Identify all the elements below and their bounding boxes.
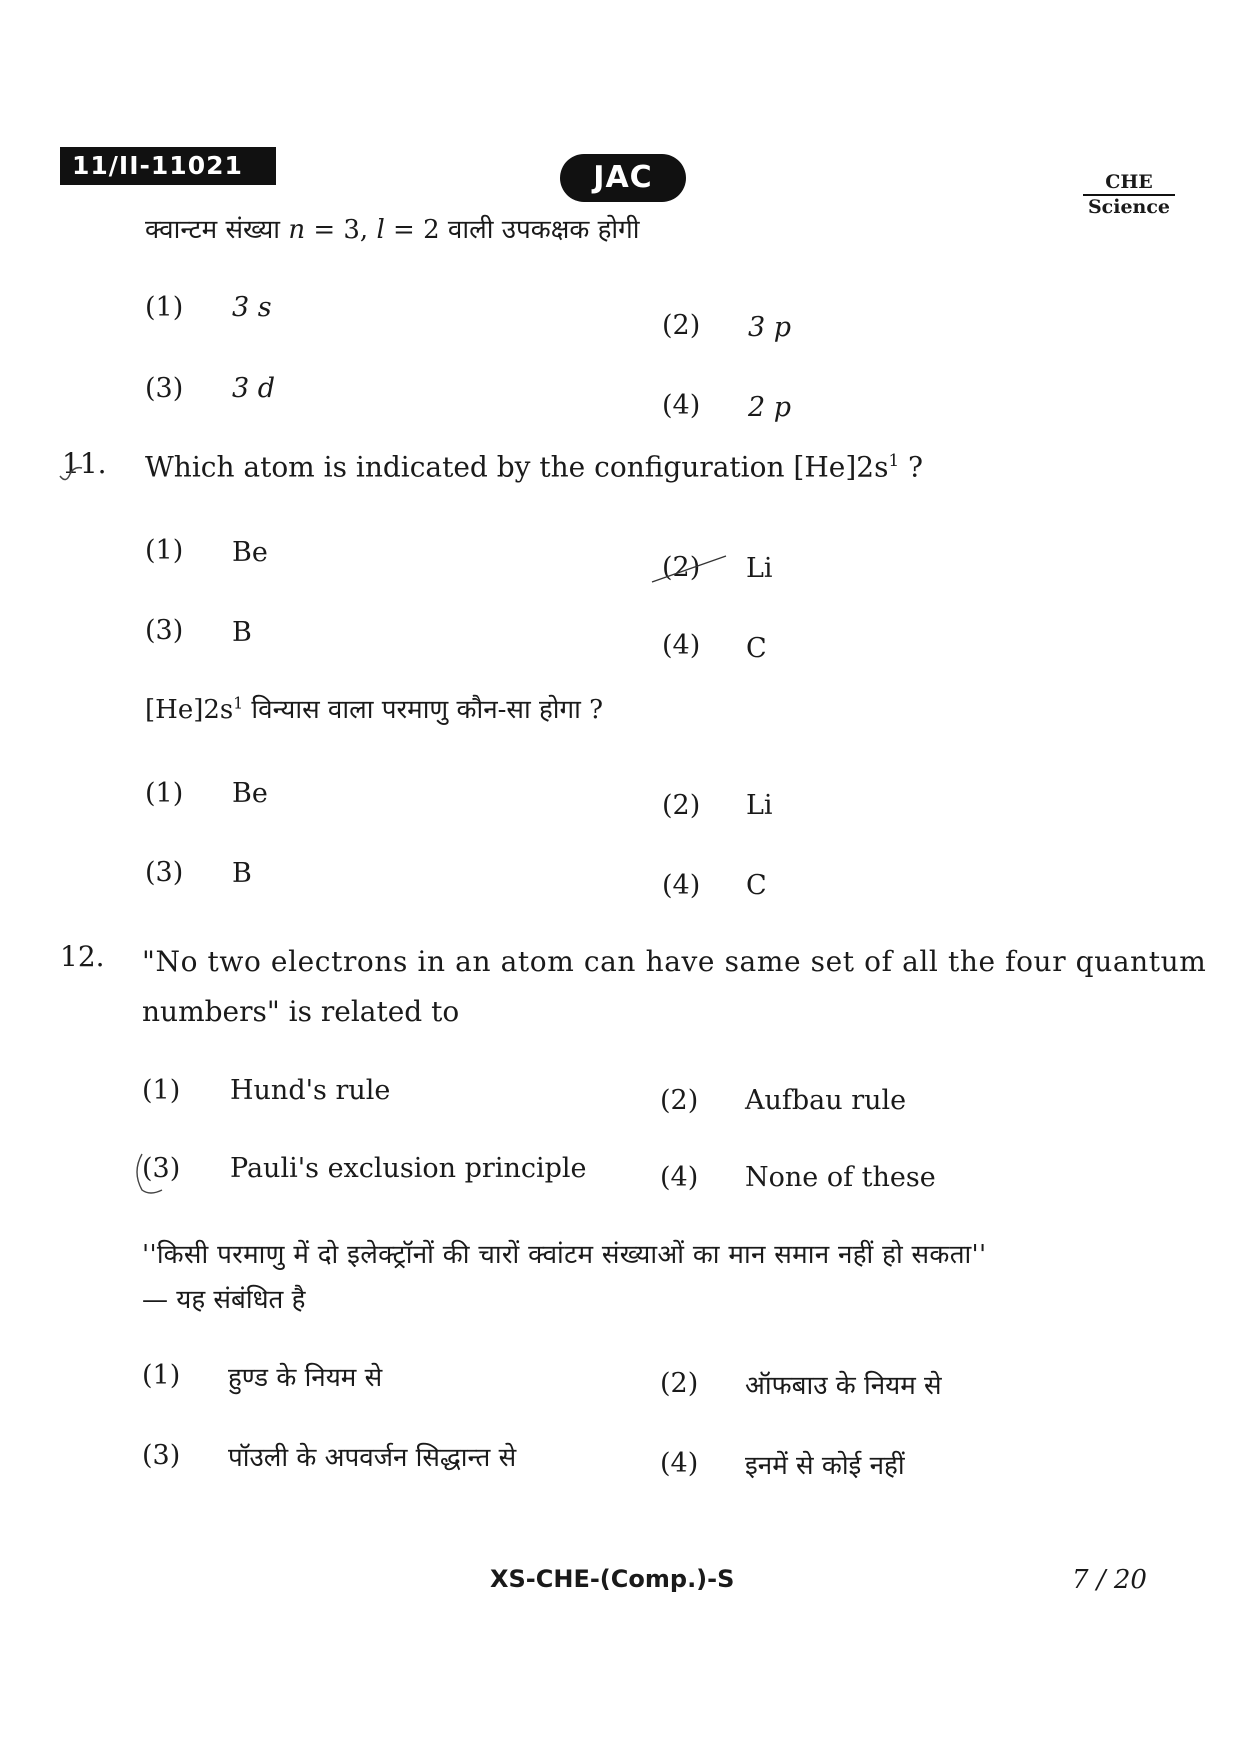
q10-option-3-num: (3) — [145, 373, 184, 404]
q11-option-3-text: B — [232, 617, 252, 648]
q11-hindi-option-1-num: (1) — [145, 778, 184, 809]
q12-hindi-option-2-num: (2) — [660, 1368, 699, 1399]
q11-option-1-text: Be — [232, 537, 268, 568]
q12-option-2-num: (2) — [660, 1085, 699, 1116]
subject-name: Science — [1087, 196, 1171, 218]
q10-option-4-num: (4) — [662, 390, 701, 421]
q10-stem-part: = 3, — [305, 215, 377, 245]
q12-hindi-option-4-text: इनमें से कोई नहीं — [745, 1451, 905, 1481]
q11-option-3-num: (3) — [145, 615, 184, 646]
q12-option-3-text: Pauli's exclusion principle — [230, 1153, 587, 1184]
q11-stem-text: Which atom is indicated by the configuration [He]2s — [145, 450, 889, 484]
q10-option-2-text: 3 p — [748, 312, 792, 343]
q12-hindi-option-3-text: पॉउली के अपवर्जन सिद्धान्त से — [228, 1443, 517, 1473]
q11-hindi-option-2-text: Li — [746, 790, 773, 821]
q12-number: 12. — [60, 940, 105, 973]
q10-l-symbol: l — [376, 215, 385, 245]
q11-hindi-option-1-text: Be — [232, 778, 268, 809]
q12-option-2-text: Aufbau rule — [745, 1085, 907, 1116]
q12-option-3-num: (3) — [142, 1153, 181, 1184]
q10-option-2-num: (2) — [662, 310, 701, 341]
q11-option-2-num: (2) — [662, 552, 701, 583]
q11-hindi-option-4-num: (4) — [662, 870, 701, 901]
q12-option-4-num: (4) — [660, 1162, 699, 1193]
q11-option-4-text: C — [746, 633, 767, 664]
q12-stem-line-2: numbers" is related to — [142, 995, 460, 1028]
q11-hindi-option-2-num: (2) — [662, 790, 701, 821]
q11-number: 11. — [62, 447, 107, 480]
tick-mark-icon — [128, 1150, 181, 1198]
q11-stem-end: ? — [899, 450, 924, 484]
page-number: 7 / 20 — [1072, 1565, 1147, 1595]
q11-hindi-option-3-text: B — [232, 858, 252, 889]
q12-hindi-line-2: — यह संबंधित है — [142, 1285, 306, 1315]
subject-code: CHE — [1083, 171, 1175, 196]
q12-hindi-option-1-text: हुण्ड के नियम से — [228, 1363, 383, 1393]
q11-hindi-stem-text: [He]2s — [145, 695, 234, 725]
q10-option-4-text: 2 p — [748, 392, 792, 423]
q12-hindi-option-4-num: (4) — [660, 1448, 699, 1479]
q11-hindi-option-4-text: C — [746, 870, 767, 901]
q10-n-symbol: n — [288, 215, 306, 245]
q10-hindi-stem — [145, 210, 640, 246]
q11-superscript: 1 — [888, 450, 900, 470]
q11-option-2-text: Li — [746, 553, 773, 584]
paper-code: 11/II-11021 — [60, 147, 276, 185]
q12-option-1-num: (1) — [142, 1075, 181, 1106]
q11-option-1-num: (1) — [145, 535, 184, 566]
jac-badge: JAC — [560, 154, 686, 202]
q11-hindi-superscript: 1 — [233, 694, 244, 713]
q11-hindi-option-3-num: (3) — [145, 857, 184, 888]
q10-stem-part: = 2 वाली उपकक्षक होगी — [384, 215, 640, 245]
footer-code: XS-CHE-(Comp.)-S — [490, 1565, 735, 1593]
pen-strike-icon — [650, 552, 730, 586]
q11-hindi-stem-end: विन्यास वाला परमाणु कौन-सा होगा ? — [243, 695, 604, 725]
q12-hindi-option-3-num: (3) — [142, 1440, 181, 1471]
tick-mark-icon — [58, 462, 86, 486]
q10-option-1-num: (1) — [145, 292, 184, 323]
q10-option-1-text: 3 s — [232, 292, 272, 323]
subject-block — [1083, 171, 1175, 218]
q12-hindi-option-2-text: ऑफबाउ के नियम से — [745, 1371, 942, 1401]
q11-hindi-stem — [145, 690, 603, 726]
q11-stem — [145, 450, 923, 483]
q12-hindi-line-1: ''किसी परमाणु में दो इलेक्ट्रॉनों की चारों क्वांटम संख्याओं का मान समान नहीं हो सकता'' — [142, 1240, 987, 1270]
q12-stem-line-1: "No two electrons in an atom can have same set of all the four quantum — [142, 945, 1207, 978]
q10-option-3-text: 3 d — [232, 373, 276, 404]
q12-option-4-text: None of these — [745, 1162, 936, 1193]
q12-option-1-text: Hund's rule — [230, 1075, 391, 1106]
q12-hindi-option-1-num: (1) — [142, 1360, 181, 1391]
q11-option-4-num: (4) — [662, 630, 701, 661]
q10-stem-part: क्वान्टम संख्या — [145, 215, 289, 245]
